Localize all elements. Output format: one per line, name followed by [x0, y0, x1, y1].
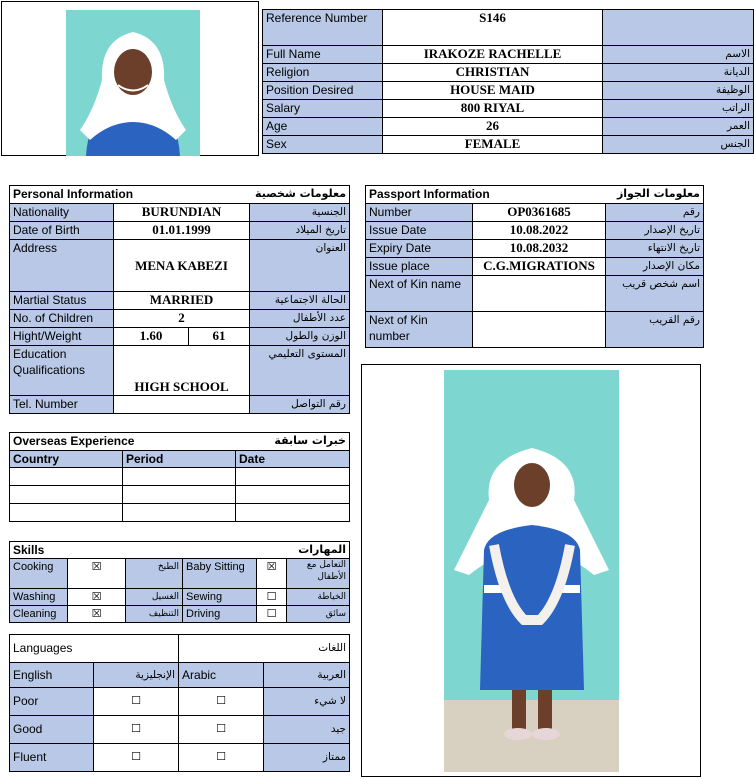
tel-value: [114, 396, 250, 414]
arabic-poor-checkbox[interactable]: ☐: [179, 688, 264, 716]
nationality-row: [10, 204, 350, 222]
education-value: HIGH SCHOOL: [114, 346, 250, 396]
marital-label-ar: الحالة الاجتماعية: [250, 292, 350, 310]
height-value: 1.60: [114, 328, 189, 346]
nationality-label: Nationality: [10, 204, 114, 222]
issue-date-value: 10.08.2022: [473, 222, 606, 240]
marital-row: [10, 292, 350, 310]
expiry-date-label: Expiry Date: [366, 240, 473, 258]
overseas-title-ar: خبرات سابقة: [274, 434, 346, 447]
language-level-poor: [10, 688, 350, 716]
sex-value: FEMALE: [383, 136, 603, 154]
overseas-col-country: Country: [10, 451, 123, 468]
arabic-label: Arabic: [179, 663, 264, 688]
children-label-ar: عدد الأطفال: [250, 310, 350, 328]
full-body-photo: [444, 370, 619, 772]
tel-label: Tel. Number: [10, 396, 114, 414]
fullname-label: Full Name: [263, 46, 383, 64]
passport-title-ar: معلومات الجواز: [616, 187, 700, 200]
salary-row: [263, 100, 754, 118]
address-value: MENA KABEZI: [114, 240, 250, 292]
passport-number-label-ar: رقم: [606, 204, 704, 222]
issue-place-label-ar: مكان الإصدار: [606, 258, 704, 276]
header-photo-frame: [1, 1, 259, 156]
address-label: Address: [10, 240, 114, 292]
level-good-label-ar: جيد: [264, 716, 350, 744]
tel-row: [10, 396, 350, 414]
overseas-col-period: Period: [123, 451, 236, 468]
issue-date-label: Issue Date: [366, 222, 473, 240]
personal-title: Personal Information: [13, 187, 134, 201]
issue-place-row: [366, 258, 704, 276]
kin-name-row: [366, 276, 704, 312]
kin-name-label-ar: اسم شخص قريب: [606, 276, 704, 312]
english-poor-checkbox[interactable]: ☐: [94, 688, 179, 716]
header-table: [262, 9, 754, 154]
expiry-date-value: 10.08.2032: [473, 240, 606, 258]
skill-cooking-label-ar: الطبخ: [126, 559, 183, 589]
position-label-ar: الوظيفة: [603, 82, 754, 100]
skill-driving-checkbox[interactable]: ☐: [257, 606, 287, 623]
children-value: 2: [114, 310, 250, 328]
weight-value: 61: [189, 328, 250, 346]
skill-sewing-label: Sewing: [183, 589, 257, 606]
level-poor-label-ar: لا شيء: [264, 688, 350, 716]
skill-babysitting-label: Baby Sitting: [183, 559, 257, 589]
kin-number-label: Next of Kin number: [366, 312, 473, 348]
issue-date-label-ar: تاريخ الإصدار: [606, 222, 704, 240]
dob-row: [10, 222, 350, 240]
dob-label-ar: تاريخ الميلاد: [250, 222, 350, 240]
nationality-label-ar: الجنسية: [250, 204, 350, 222]
personal-info-table: [9, 185, 350, 414]
religion-label: Religion: [263, 64, 383, 82]
languages-title-row: [10, 635, 350, 663]
skill-cooking-label: Cooking: [10, 559, 68, 589]
education-label-ar: المستوى التعليمي: [250, 346, 350, 396]
skill-cooking-checkbox[interactable]: ☒: [68, 559, 126, 589]
sex-label-ar: الجنس: [603, 136, 754, 154]
education-row: [10, 346, 350, 396]
arabic-label-ar: العربية: [264, 663, 350, 688]
skill-sewing-checkbox[interactable]: ☐: [257, 589, 287, 606]
skill-driving-label-ar: سائق: [287, 606, 350, 623]
marital-label: Martial Status: [10, 292, 114, 310]
skill-babysitting-label-ar: التعامل مع الأطفال: [287, 559, 350, 589]
overseas-title: Overseas Experience: [13, 434, 135, 448]
passport-info-table: [365, 185, 704, 348]
sex-row: [263, 136, 754, 154]
height-weight-row: [10, 328, 350, 346]
fullname-value: IRAKOZE RACHELLE: [383, 46, 603, 64]
languages-table: [9, 634, 350, 772]
skills-title-row: [10, 542, 350, 559]
expiry-date-row: [366, 240, 704, 258]
sex-label: Sex: [263, 136, 383, 154]
kin-number-row: [366, 312, 704, 348]
portrait-photo: [66, 10, 200, 156]
position-row: [263, 82, 754, 100]
kin-name-value: [473, 276, 606, 312]
level-good-label: Good: [10, 716, 94, 744]
languages-title: Languages: [10, 635, 179, 663]
portrait-illustration: [66, 10, 200, 156]
age-row: [263, 118, 754, 136]
overseas-row: [10, 504, 350, 522]
kin-number-value: [473, 312, 606, 348]
skill-washing-checkbox[interactable]: ☒: [68, 589, 126, 606]
level-fluent-label-ar: ممتاز: [264, 744, 350, 772]
kin-number-label-ar: رقم القريب: [606, 312, 704, 348]
age-value: 26: [383, 118, 603, 136]
passport-number-row: [366, 204, 704, 222]
overseas-row: [10, 486, 350, 504]
issue-place-value: C.G.MIGRATIONS: [473, 258, 606, 276]
language-level-fluent: [10, 744, 350, 772]
arabic-good-checkbox[interactable]: ☐: [179, 716, 264, 744]
languages-title-ar: اللغات: [179, 635, 350, 663]
education-label: Education Qualifications: [10, 346, 114, 396]
english-label: English: [10, 663, 94, 688]
kin-name-label: Next of Kin name: [366, 276, 473, 312]
skill-babysitting-checkbox[interactable]: ☒: [257, 559, 287, 589]
language-level-good: [10, 716, 350, 744]
skills-title-ar: المهارات: [298, 543, 347, 556]
overseas-title-row: [10, 433, 350, 451]
skills-row-washing: [10, 589, 350, 606]
skill-cleaning-checkbox[interactable]: ☒: [68, 606, 126, 623]
reference-value: S146: [383, 10, 603, 46]
religion-value: CHRISTIAN: [383, 64, 603, 82]
skill-cleaning-label-ar: التنظيف: [126, 606, 183, 623]
passport-title: Passport Information: [369, 187, 490, 201]
fullname-label-ar: الاسم: [603, 46, 754, 64]
passport-title-row: [366, 186, 704, 204]
overseas-row: [10, 468, 350, 486]
issue-place-label: Issue place: [366, 258, 473, 276]
reference-row: [263, 10, 754, 46]
personal-title-ar: معلومات شخصية: [255, 187, 347, 200]
skill-washing-label: Washing: [10, 589, 68, 606]
full-body-illustration: [444, 370, 619, 772]
skills-table: [9, 541, 350, 623]
children-label: No. of Children: [10, 310, 114, 328]
skill-cleaning-label: Cleaning: [10, 606, 68, 623]
salary-label: Salary: [263, 100, 383, 118]
reference-label: Reference Number: [263, 10, 383, 46]
position-value: HOUSE MAID: [383, 82, 603, 100]
fullname-row: [263, 46, 754, 64]
religion-label-ar: الديانة: [603, 64, 754, 82]
age-label: Age: [263, 118, 383, 136]
overseas-header-row: [10, 451, 350, 468]
reference-label-ar: [603, 10, 754, 46]
salary-value: 800 RIYAL: [383, 100, 603, 118]
skill-washing-label-ar: الغسيل: [126, 589, 183, 606]
level-fluent-label: Fluent: [10, 744, 94, 772]
dob-label: Date of Birth: [10, 222, 114, 240]
passport-number-label: Number: [366, 204, 473, 222]
nationality-value: BURUNDIAN: [114, 204, 250, 222]
salary-label-ar: الراتب: [603, 100, 754, 118]
overseas-col-date: Date: [236, 451, 350, 468]
skill-sewing-label-ar: الخياطة: [287, 589, 350, 606]
skill-driving-label: Driving: [183, 606, 257, 623]
skills-row-cleaning: [10, 606, 350, 623]
marital-value: MARRIED: [114, 292, 250, 310]
languages-header-row: [10, 663, 350, 688]
personal-title-row: [10, 186, 350, 204]
dob-value: 01.01.1999: [114, 222, 250, 240]
children-row: [10, 310, 350, 328]
passport-number-value: OP0361685: [473, 204, 606, 222]
skills-row-cooking: [10, 559, 350, 589]
height-weight-label-ar: الوزن والطول: [250, 328, 350, 346]
issue-date-row: [366, 222, 704, 240]
english-good-checkbox[interactable]: ☐: [94, 716, 179, 744]
height-weight-label: Hight/Weight: [10, 328, 114, 346]
religion-row: [263, 64, 754, 82]
english-fluent-checkbox[interactable]: ☐: [94, 744, 179, 772]
skills-title: Skills: [13, 543, 45, 557]
tel-label-ar: رقم التواصل: [250, 396, 350, 414]
age-label-ar: العمر: [603, 118, 754, 136]
full-body-photo-frame: [361, 364, 701, 777]
position-label: Position Desired: [263, 82, 383, 100]
level-poor-label: Poor: [10, 688, 94, 716]
expiry-date-label-ar: تاريخ الانتهاء: [606, 240, 704, 258]
overseas-table: [9, 432, 350, 522]
address-label-ar: العنوان: [250, 240, 350, 292]
address-row: [10, 240, 350, 292]
arabic-fluent-checkbox[interactable]: ☐: [179, 744, 264, 772]
english-label-ar: الإنجليزية: [94, 663, 179, 688]
